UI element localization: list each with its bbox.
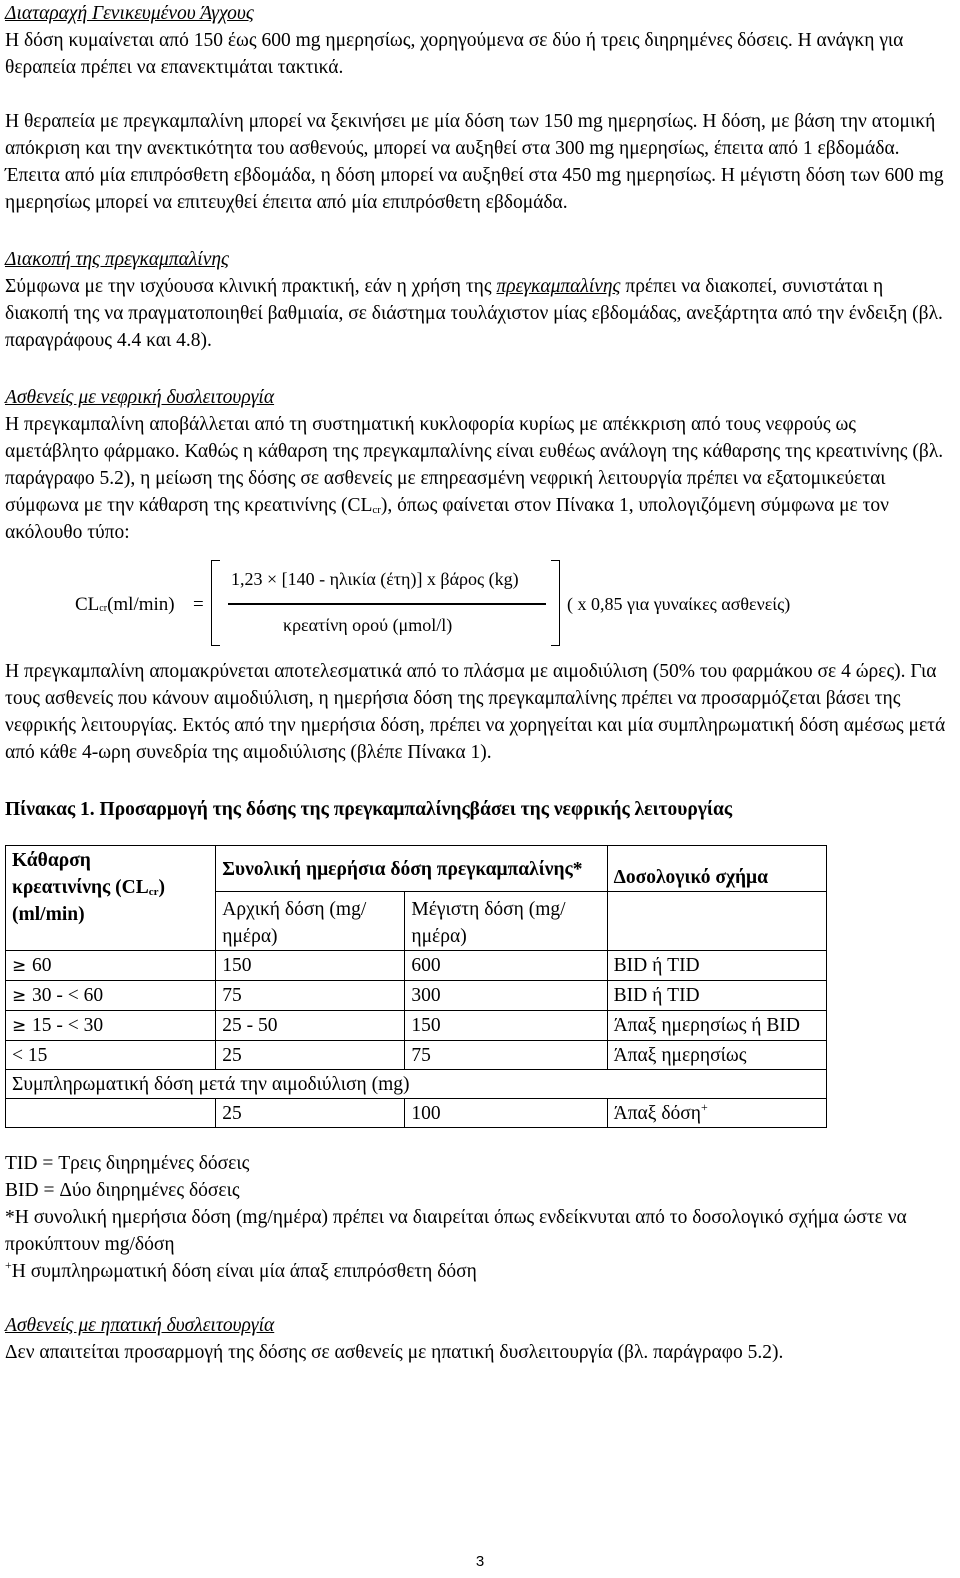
formula-right-bracket (551, 560, 560, 646)
supplement-plus-mark: + (701, 1100, 708, 1114)
formula-denominator: κρεατίνη ορού (μmol/l) (283, 615, 453, 635)
section-heading-renal: Ασθενείς με νεφρική δυσλειτουργία (5, 387, 275, 408)
clearance-value: 60 (32, 955, 52, 976)
greater-equal-icon: ≥ (12, 1016, 27, 1036)
header-clearance-line-2 (12, 874, 209, 901)
gad-paragraph-2: Η θεραπεία με πρεγκαμπαλίνη μπορεί να ξεκινήσει με μία δόση των 150 mg ημερησίως. Η δόση, με βάση την ατομική απόκριση και την ανεκτικότητα του ασθενούς, μπορεί να αυξηθεί στα 300 mg ημερησίως, έπειτα από 1 εβδομάδα. Έπειτα από μία επιπρόσθετη εβδομάδα, η δόση μπορεί να αυξηθεί στα 450 mg ημερησίως. Η μέγιστη δόση των 600 mg ημερησίως μπορεί να επιτευχθεί έπειτα από μία επιπρόσθετη εβδομάδα. (5, 111, 944, 213)
cell-start-dose: 25 (216, 1041, 405, 1070)
formula-fraction-bar (228, 603, 546, 605)
greater-equal-icon: ≥ (12, 956, 27, 976)
note-star: *Η συνολική ημερήσια δόση (mg/ημέρα) πρέπει να διαιρείται όπως ενδείκνυται από το δοσολογικό σχήμα ώστε να προκύπτουν mg/δόση (5, 1207, 907, 1255)
note-plus-text: Η συμπληρωματική δόση είναι μία άπαξ επιπρόσθετη δόση (11, 1261, 477, 1282)
cell-regimen: Άπαξ ημερησίως (607, 1041, 826, 1070)
cell-regimen: BID ή TID (607, 951, 826, 981)
hepatic-paragraph: Δεν απαιτείται προσαρμογή της δόσης σε ασθενείς με ηπατική δυσλειτουργία (βλ. παράγραφο 5.2). (5, 1342, 784, 1363)
supplement-start-dose: 25 (216, 1099, 405, 1128)
cell-start-dose: 75 (216, 981, 405, 1011)
header-clearance-unit: (ml/min) (12, 904, 85, 925)
cell-start-dose: 25 - 50 (216, 1011, 405, 1041)
supplement-empty-cell (6, 1099, 216, 1128)
note-plus-mark: + (5, 1258, 12, 1272)
supplement-regimen (607, 1099, 826, 1128)
discontinuation-text-start: Σύμφωνα με την ισχύουσα κλινική πρακτική, εάν η χρήση της (5, 276, 497, 297)
cell-max-dose: 600 (405, 951, 607, 981)
header-max-dose: Μέγιστη δόση (mg/ημέρα) (405, 892, 607, 951)
cell-max-dose: 150 (405, 1011, 607, 1041)
discontinuation-emphasis: πρεγκαμπαλίνης (496, 276, 621, 297)
creatinine-clearance-formula (5, 558, 951, 650)
table-row (6, 981, 827, 1011)
dose-adjustment-table (5, 845, 827, 1128)
clearance-value: 15 - < 30 (32, 1015, 104, 1036)
header-clearance-text: κρεατινίνης (CL (12, 877, 149, 898)
table-supplement-label-row (6, 1070, 827, 1099)
table-row (6, 1041, 827, 1070)
cell-clearance: < 15 (6, 1041, 216, 1070)
renal-p1-sub: cr (372, 504, 381, 516)
renal-paragraph-2: Η πρεγκαμπαλίνη απομακρύνεται αποτελεσματικά από το πλάσμα με αιμοδιύλιση (50% του φαρμάκου σε 4 ώρες). Για τους ασθενείς που κάνουν αιμοδιύλιση, η ημερήσια δόση της πρεγκαμπαλίνης πρέπει να προσαρμόζεται βάσει της νεφρικής λειτουργίας. Εκτός από την ημερήσια δόση, πρέπει να χορηγείται και μία συμπληρωματική δόση αμέσως μετά από κάθε 4-ωρη συνεδρία της αιμοδιύλισης (βλέπε Πίνακα 1). (5, 661, 946, 763)
section-heading-hepatic: Ασθενείς με ηπατική δυσλειτουργία (5, 1315, 275, 1336)
supplement-max-dose: 100 (405, 1099, 607, 1128)
formula-lhs (75, 591, 175, 618)
supplement-regimen-text: Άπαξ δόση (613, 1103, 701, 1124)
section-heading-gad: Διαταραχή Γενικευμένου Άγχους (5, 3, 254, 24)
header-clearance (6, 846, 216, 951)
formula-equals: = (193, 594, 204, 615)
formula-lhs-unit: (ml/min) (107, 594, 175, 615)
header-regimen: Δοσολογικό σχήμα (607, 846, 826, 892)
header-start-dose: Αρχική δόση (mg/ημέρα) (216, 892, 405, 951)
table-supplement-row (6, 1099, 827, 1128)
header-empty-cell (607, 892, 826, 951)
gad-paragraph-1: Η δόση κυμαίνεται από 150 έως 600 mg ημερησίως, χορηγούμενα σε δύο ή τρεις διηρημένες δόσεις. Η ανάγκη για θεραπεία πρέπει να επανεκτιμάται τακτικά. (5, 30, 904, 78)
formula-lhs-sub: cr (99, 603, 108, 614)
note-tid: TID = Τρεις διηρημένες δόσεις (5, 1153, 250, 1174)
clearance-value: 30 - < 60 (32, 985, 104, 1006)
renal-p1-start: Η πρεγκαμπαλίνη αποβάλλεται από τη συστηματική κυκλοφορία κυρίως με απέκκριση από τους νεφρούς ως αμετάβλητο φάρμακο. Καθώς η κάθαρση της πρεγκαμπαλίνης είναι ευθέως ανάλογη της κάθαρσης της κρεατινίνης (βλ. παράγραφο 5.2), η μείωση της δόσης σε ασθενείς με επηρεασμένη νεφρική λειτουργία πρέπει να εξατομικεύεται σύμφωνα με την κάθαρση της κρεατινίνης (CL (5, 414, 944, 516)
page-number: 3 (475, 1553, 485, 1570)
table-row (6, 951, 827, 981)
cell-max-dose: 300 (405, 981, 607, 1011)
formula-numerator: 1,23 × [140 - ηλικία (έτη)] x βάρος (kg) (231, 569, 519, 589)
supplement-label: Συμπληρωματική δόση μετά την αιμοδιύλιση (mg) (6, 1070, 827, 1099)
header-total-dose: Συνολική ημερήσια δόση πρεγκαμπαλίνης* (216, 846, 607, 892)
discontinuation-paragraph (5, 273, 951, 354)
note-bid: BID = Δύο διηρημένες δόσεις (5, 1180, 240, 1201)
note-plus (5, 1258, 951, 1285)
renal-p1-end: ), όπως φαίνεται στον Πίνακα 1, υπολογιζόμενη σύμφωνα με τον ακόλουθο τύπο: (5, 495, 889, 543)
header-clearance-line-1: Κάθαρση (12, 850, 91, 871)
cell-clearance (6, 1011, 216, 1041)
cell-clearance (6, 951, 216, 981)
formula-female-coefficient: ( x 0,85 για γυναίκες ασθενείς) (567, 594, 791, 614)
header-clearance-sub: cr (148, 886, 159, 898)
cell-max-dose: 75 (405, 1041, 607, 1070)
formula-left-bracket (211, 560, 220, 646)
cell-start-dose: 150 (216, 951, 405, 981)
cell-regimen: BID ή TID (607, 981, 826, 1011)
table-notes (5, 1150, 951, 1285)
discontinuation-text-end: πρέπει να διακοπεί, συνιστάται η διακοπή της να πραγματοποιηθεί βαθμιαία, σε διάστημα τουλάχιστον μίας εβδομάδας, ανεξάρτητα από την ένδειξη (βλ. παραγράφους 4.4 και 4.8). (5, 276, 943, 351)
document-page (5, 0, 951, 1366)
section-heading-discontinuation: Διακοπή της πρεγκαμπαλίνης (5, 249, 229, 270)
header-clearance-close: ) (158, 877, 166, 898)
renal-paragraph-1 (5, 411, 951, 546)
table-title: Πίνακας 1. Προσαρμογή της δόσης της πρεγκαμπαλίνηςβάσει της νεφρικής λειτουργίας (5, 799, 733, 820)
table-header-row (6, 846, 827, 892)
cell-clearance (6, 981, 216, 1011)
table-row (6, 1011, 827, 1041)
greater-equal-icon: ≥ (12, 986, 27, 1006)
formula-lhs-main: CL (75, 594, 100, 615)
cell-regimen: Άπαξ ημερησίως ή BID (607, 1011, 826, 1041)
